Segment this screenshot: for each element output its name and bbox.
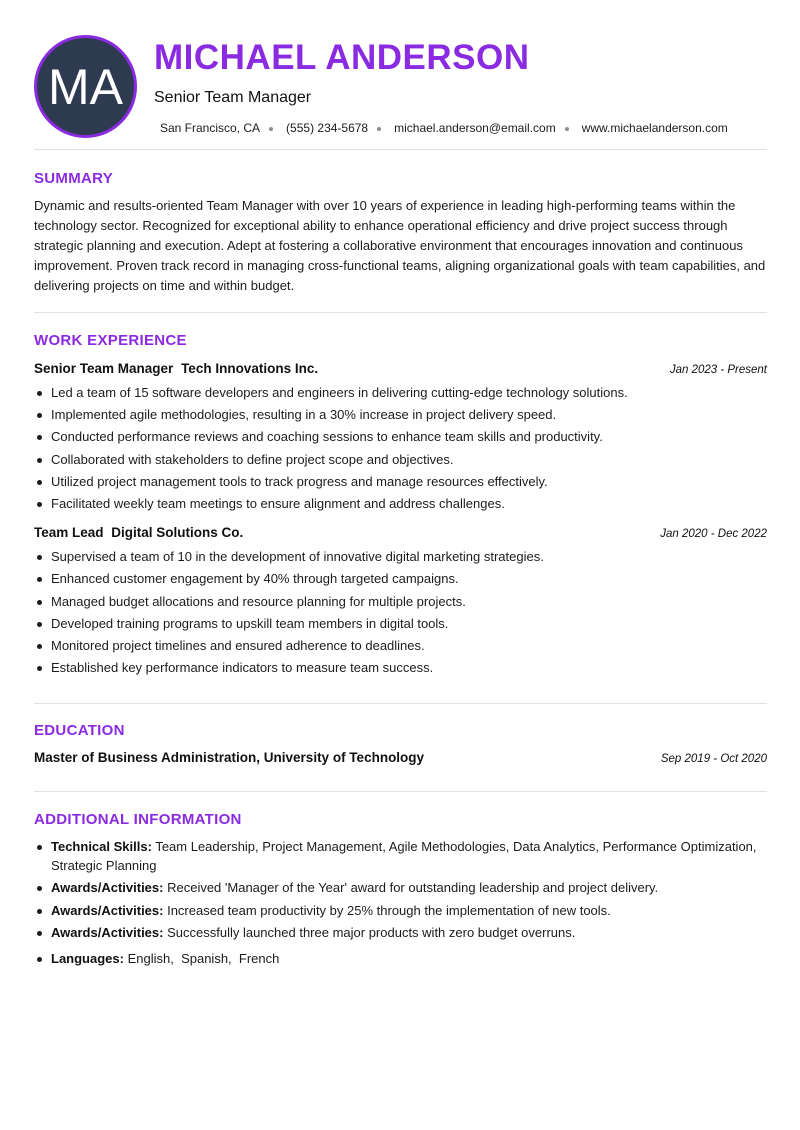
- info-label: Languages:: [51, 950, 124, 966]
- avatar-initials: MA: [48, 58, 123, 115]
- contact-email[interactable]: michael.anderson@email.com: [394, 121, 556, 135]
- list-item: [34, 879, 767, 898]
- info-text: Increased team productivity by 25% through the implementation of new tools.: [167, 902, 611, 918]
- info-label: Technical Skills:: [51, 839, 152, 855]
- job-header: [34, 525, 767, 540]
- list-item: Led a team of 15 software developers and engineers in delivering cutting-edge technology solutions.: [34, 382, 767, 404]
- info-text: Successfully launched three major products with zero budget overruns.: [167, 925, 576, 941]
- resume-header: [34, 0, 767, 150]
- candidate-name: MICHAEL ANDERSON: [154, 38, 530, 77]
- job-company: Tech Innovations Inc.: [181, 361, 319, 376]
- info-label: Awards/Activities:: [51, 902, 164, 918]
- contact-website[interactable]: www.michaelanderson.com: [581, 121, 728, 135]
- job-header: [34, 361, 767, 376]
- work-experience-section: [34, 313, 767, 704]
- job-bullets: [34, 546, 767, 679]
- list-item: Implemented agile methodologies, resulting in a 30% increase in project delivery speed.: [34, 404, 767, 426]
- list-item: Facilitated weekly team meetings to ensure alignment and address challenges.: [34, 493, 767, 515]
- job-entry: [34, 525, 767, 679]
- additional-info-list: [34, 838, 767, 968]
- job-date: Jan 2020 - Dec 2022: [660, 528, 767, 541]
- list-item: Managed budget allocations and resource planning for multiple projects.: [34, 591, 767, 613]
- contact-info: [160, 121, 728, 135]
- list-item: [34, 950, 767, 969]
- info-label: Awards/Activities:: [51, 880, 164, 896]
- job-title: Team Lead: [34, 525, 104, 541]
- separator-dot-icon: [565, 127, 569, 131]
- summary-heading: SUMMARY: [34, 170, 114, 187]
- education-entry: [34, 750, 767, 765]
- contact-phone: (555) 234-5678: [286, 121, 369, 135]
- job-title: Senior Team Manager: [34, 361, 174, 376]
- info-text: English, Spanish, French: [127, 950, 280, 966]
- work-experience-heading: WORK EXPERIENCE: [34, 332, 187, 349]
- job-title-line: [34, 361, 318, 376]
- list-item: Supervised a team of 10 in the development of innovative digital marketing strategies.: [34, 546, 767, 568]
- list-item: Monitored project timelines and ensured adherence to deadlines.: [34, 635, 767, 657]
- list-item: Collaborated with stakeholders to define project scope and objectives.: [34, 449, 767, 471]
- list-item: [34, 902, 767, 921]
- education-section: [34, 704, 767, 792]
- separator-dot-icon: [377, 127, 381, 131]
- list-item: Utilized project management tools to track progress and manage resources effectively.: [34, 471, 767, 493]
- info-text: Team Leadership, Project Management, Agile Methodologies, Data Analytics, Performance Optimization, Strategic Planning: [51, 839, 757, 873]
- additional-information-section: [34, 792, 767, 968]
- job-bullets: [34, 382, 767, 515]
- education-date: Sep 2019 - Oct 2020: [660, 753, 767, 766]
- list-item: [34, 924, 767, 943]
- info-label: Awards/Activities:: [51, 925, 164, 941]
- degree-title: Master of Business Administration, University of Technology: [34, 750, 425, 766]
- info-text: Received 'Manager of the Year' award for outstanding leadership and project delivery.: [167, 880, 659, 896]
- job-entry: [34, 361, 767, 515]
- job-title-line: [34, 525, 243, 540]
- avatar: [34, 35, 137, 138]
- list-item: Established key performance indicators to measure team success.: [34, 657, 767, 679]
- summary-section: [34, 150, 767, 313]
- list-item: [34, 838, 767, 875]
- additional-information-heading: ADDITIONAL INFORMATION: [34, 811, 242, 829]
- job-date: Jan 2023 - Present: [669, 364, 767, 376]
- education-heading: EDUCATION: [34, 722, 125, 740]
- separator-dot-icon: [269, 127, 273, 131]
- candidate-role: Senior Team Manager: [154, 89, 312, 106]
- contact-location: San Francisco, CA: [160, 121, 261, 135]
- job-company: Digital Solutions Co.: [111, 525, 244, 541]
- summary-text: Dynamic and results-oriented Team Manager with over 10 years of experience in leading high-performing teams within the technology sector. Recognized for exceptional ability to enhance operational efficiency and drive project success through strategic planning and execution. Adept at fostering a collaborative environment that encourages innovation and continuous improvement. Proven track record in managing cross-functional teams, aligning organizational goals with team capabilities, and delivering projects on time and within budget.: [34, 198, 766, 293]
- list-item: Enhanced customer engagement by 40% through targeted campaigns.: [34, 568, 767, 590]
- list-item: Conducted performance reviews and coaching sessions to enhance team skills and productivity.: [34, 426, 767, 448]
- list-item: Developed training programs to upskill team members in digital tools.: [34, 613, 767, 635]
